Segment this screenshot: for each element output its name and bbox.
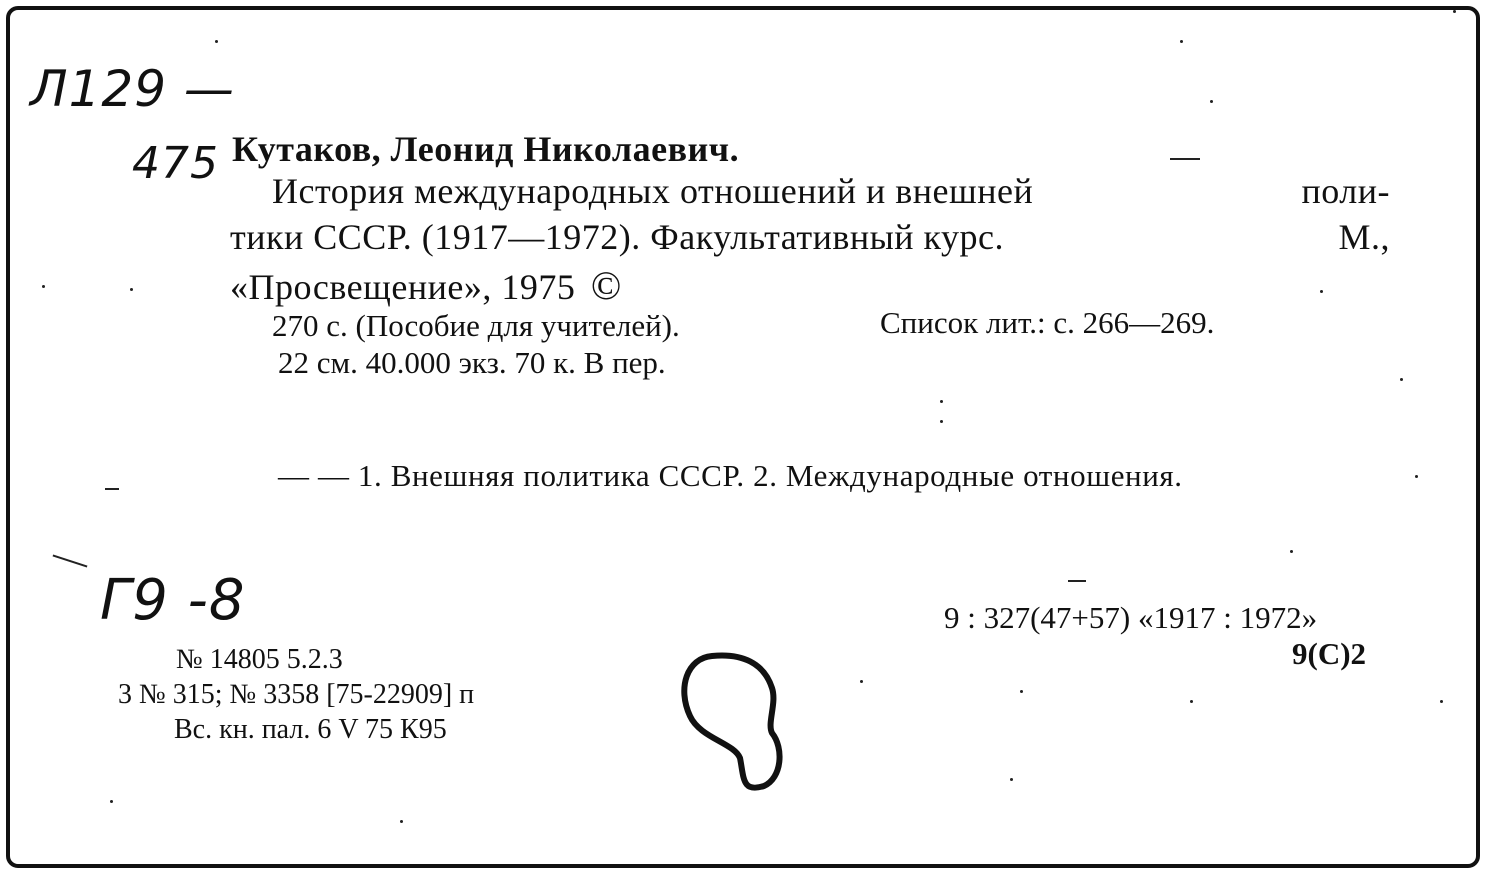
udc-index: 9 : 327(47+57) «1917 : 1972»	[944, 600, 1318, 635]
title-line-2-place: М.,	[1338, 217, 1390, 257]
scan-speck	[1180, 40, 1183, 43]
scan-speck	[130, 288, 133, 291]
scan-speck	[400, 820, 403, 823]
scan-speck	[1400, 378, 1403, 381]
handwritten-call-number-top: Л129 —	[30, 60, 235, 118]
title-line-1-text: История международных отношений и внешней	[272, 171, 1034, 211]
handwritten-shelf-mark: Г9 -8	[100, 568, 246, 633]
author-heading: Кутаков, Леонид Николаевич.	[232, 129, 740, 169]
bibliography-note: Список лит.: с. 266—269.	[880, 305, 1215, 340]
scan-speck	[1190, 700, 1193, 703]
title-line-1	[272, 170, 1390, 212]
scan-speck	[215, 40, 218, 43]
hand-drawn-loop-mark	[672, 648, 792, 798]
scan-speck	[1440, 700, 1443, 703]
title-line-2	[230, 216, 1390, 258]
chamber-code: Вс. кн. пал. 6 V 75 К95	[174, 714, 447, 745]
title-line-1-hyphen: поли-	[1301, 171, 1390, 211]
subject-tracings: — — 1. Внешняя политика СССР. 2. Международные отношения.	[278, 458, 1183, 493]
pages-series: 270 с. (Пособие для учителей).	[272, 308, 680, 343]
scan-speck	[940, 420, 943, 423]
scan-speck	[1453, 10, 1456, 13]
scan-speck	[860, 680, 863, 683]
bbk-index: 9(С)2	[1292, 636, 1367, 671]
printing-order: 3 № 315; № 3358 [75-22909] п	[118, 679, 475, 710]
scan-speck	[42, 285, 45, 288]
publisher-text: «Просвещение», 1975	[230, 267, 576, 307]
scan-speck	[1415, 475, 1418, 478]
handwritten-call-number-bottom: 475	[132, 138, 219, 189]
scan-speck	[1010, 778, 1013, 781]
scan-speck	[1320, 290, 1323, 293]
scan-speck	[1068, 580, 1086, 582]
scan-speck	[110, 800, 113, 803]
publisher-line	[230, 262, 622, 309]
copyright-icon: ©	[590, 263, 622, 308]
scan-speck	[1290, 550, 1293, 553]
scan-speck	[105, 488, 119, 490]
scan-speck	[940, 400, 943, 403]
scan-speck	[1210, 100, 1213, 103]
scan-speck	[1170, 158, 1200, 160]
scan-speck	[1020, 690, 1023, 693]
title-line-2-text: тики СССР. (1917—1972). Факультативный курс.	[230, 217, 1005, 257]
format-line: 22 см. 40.000 экз. 70 к. В пер.	[278, 345, 666, 380]
printing-number: № 14805 5.2.3	[176, 644, 343, 675]
